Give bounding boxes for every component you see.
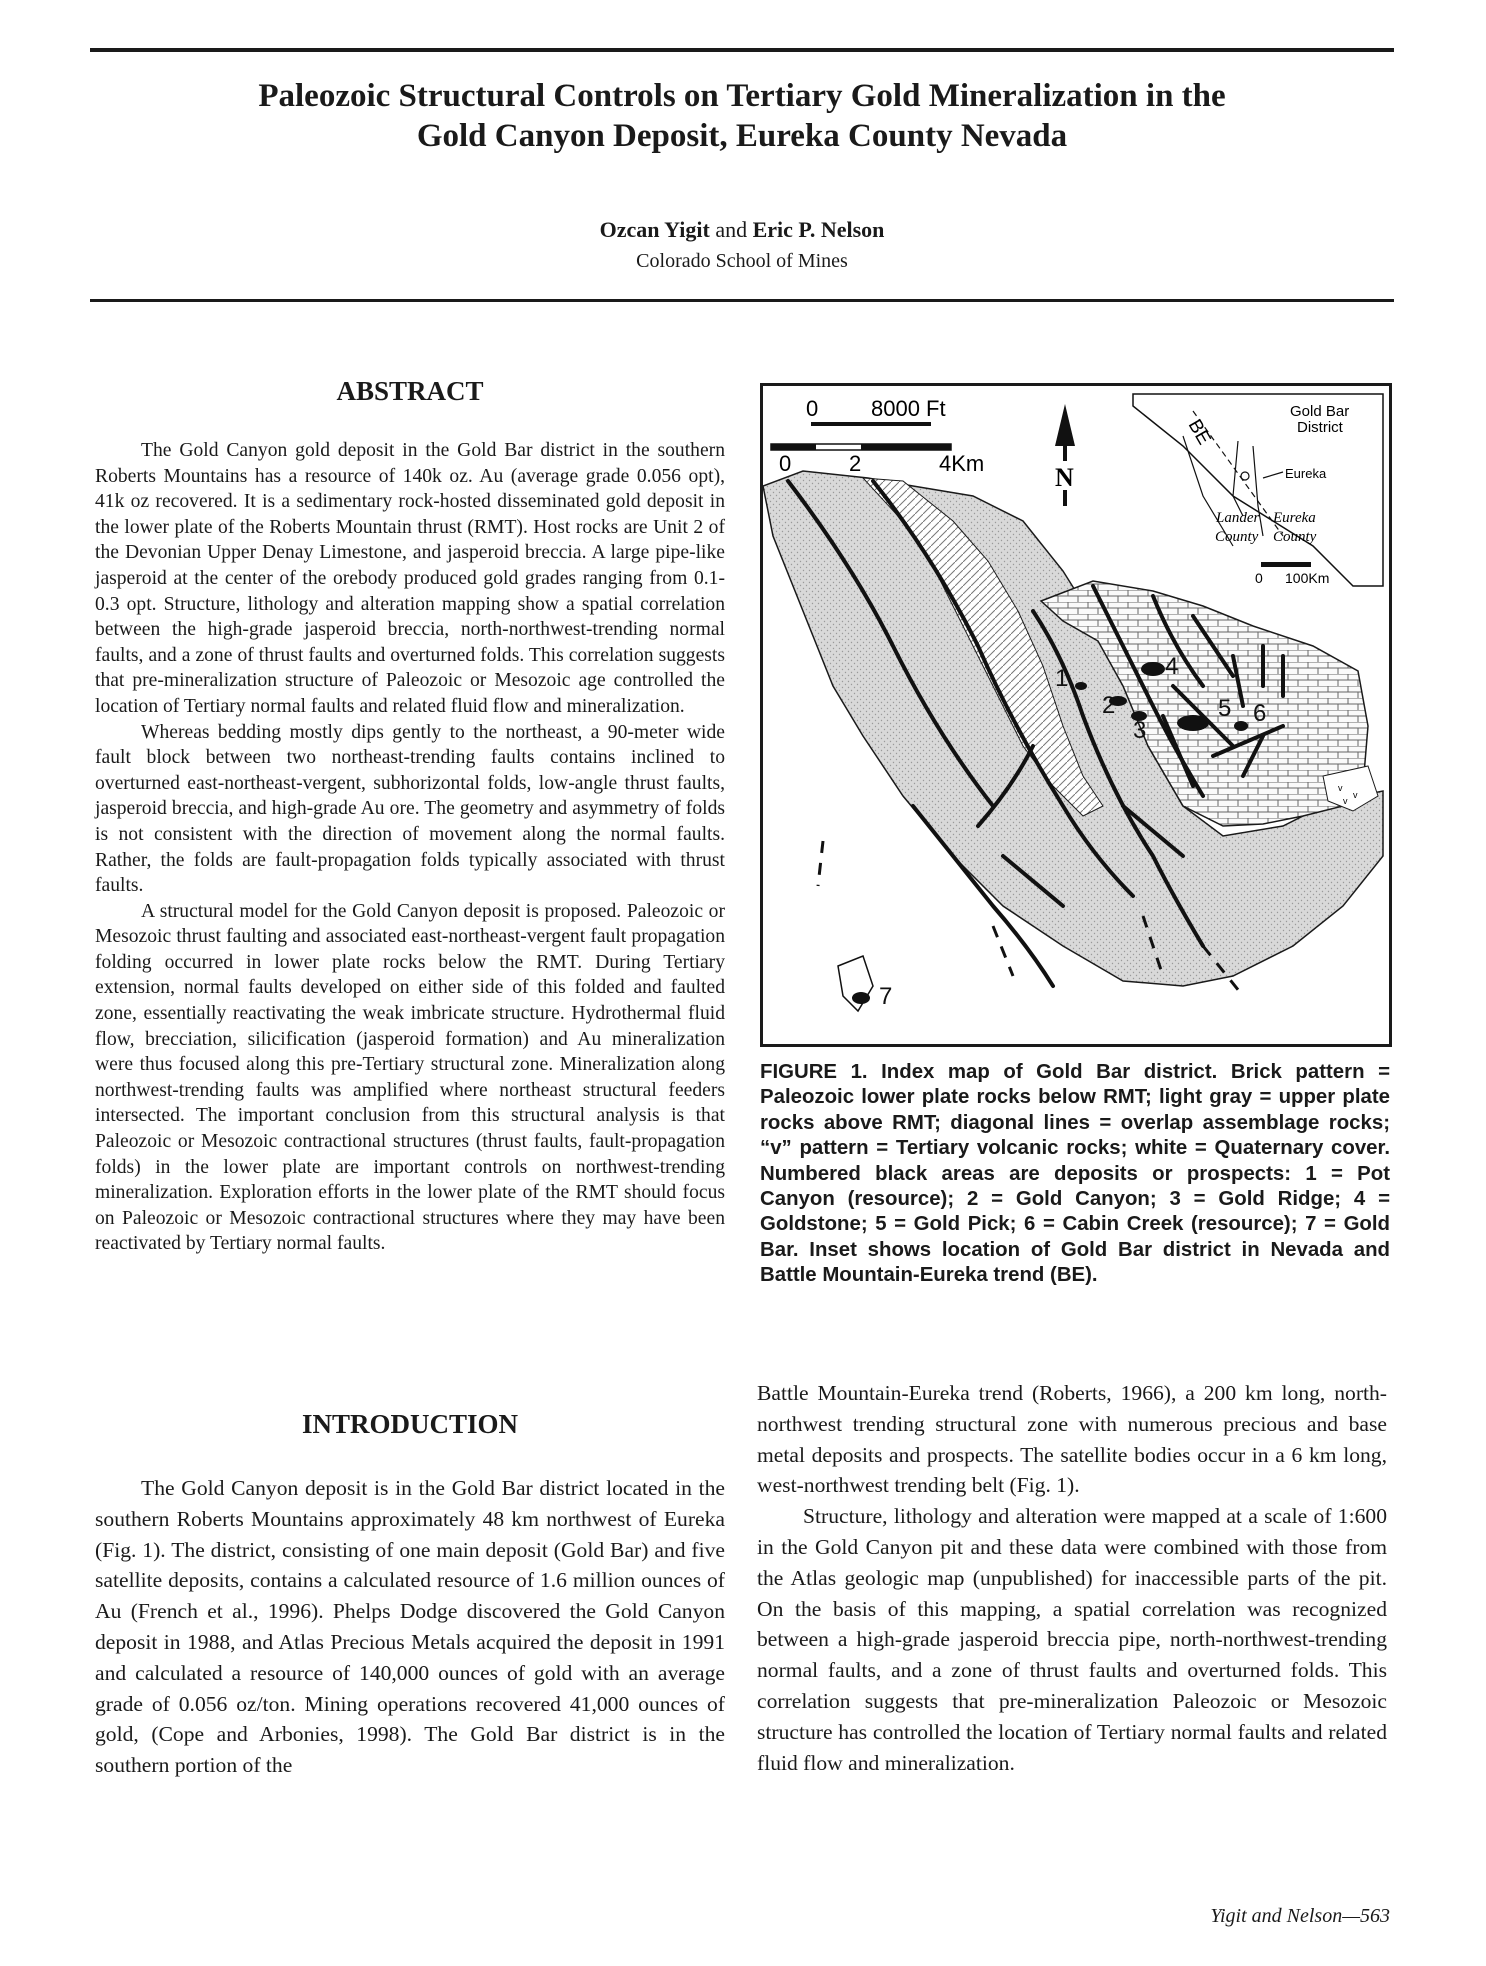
header-rule [90,299,1394,302]
deposit-label-3: 3 [1133,717,1147,744]
inset-scale-label: 100Km [1285,570,1330,586]
inset-eureka-county-label: Eureka [1273,510,1316,526]
deposit-label-2: 2 [1102,692,1116,719]
right-paragraph-2: Structure, lithology and alteration were mapped at a scale of 1:600 in the Gold Canyon pit and these data were combined with those from the Atlas geologic map (unpublished) for inaccessible parts of the pit. On the basis of this mapping, a spatial correlation was recognized between a high-grade jasperoid breccia pipe, north-northwest-trending normal faults, and a zone of thrust faults and overturned folds. This correlation suggests that pre-mineralization Paleozoic or Mesozoic structure has controlled the location of Tertiary normal faults and related fluid flow and mineralization. [757,1504,1387,1775]
svg-text:v: v [1343,796,1348,806]
scale-ft-zero: 0 [806,396,819,421]
introduction-paragraph-1: The Gold Canyon deposit is in the Gold Bar district located in the southern Roberts Mountains approximately 48 km northwest of Eureka (Fig. 1). The district, consisting of one main deposit (Gold Bar) and five satellite deposits, contains a calculated resource of 1.6 million ounces of Au (French et al., 1996). Phelps Dodge discovered the Gold Canyon deposit in 1988, and Atlas Precious Metals acquired the deposit in 1991 and calculated a resource of 140,000 ounces of gold with an average grade of 0.056 oz/ton. Mining operations recovered 41,000 ounces of gold, (Cope and Arbonies, 1998). The Gold Bar district is in the southern portion of the [95,1476,725,1778]
right-paragraph-1: Battle Mountain-Eureka trend (Roberts, 1966), a 200 km long, north-northwest trending structural zone with numerous precious and base metal deposits and prospects. The satellite bodies occur in a 6 km long, west-northwest trending belt (Fig. 1). [757,1381,1387,1498]
introduction-heading: INTRODUCTION [301,1409,519,1439]
author-separator: and [709,217,753,242]
paper-title [90,76,1394,156]
abstract-paragraph-3: A structural model for the Gold Canyon deposit is proposed. Paleozoic or Mesozoic thrust faulting and associated east-northeast-vergent fault propagation folding occurred in lower plate rocks below the RMT. During Tertiary extension, normal faults developed on either side of this folded and faulted zone, essentially reactivating the weak imbricate structure. Hydrothermal fluid flow, brecciation, silicification (jasperoid formation) and Au mineralization were thus focused along this pre-Tertiary structural zone. Mineralization along northwest-trending faults was amplified where northeast structural feeders intersected. The important conclusion from this structural analysis is that Paleozoic or Mesozoic contractional structures (thrust faults, fault-propagation folds) in the lower plate are important controls on northwest-trending mineralization. Exploration efforts in the lower plate of the RMT should focus on Paleozoic or Mesozoic contractional structures where they may have been reactivated by Tertiary normal faults. [95,900,725,1255]
scale-km-zero: 0 [779,451,792,476]
abstract-paragraph-2: Whereas bedding mostly dips gently to the northeast, a 90-meter wide fault block between two northeast-trending faults contains inclined to overturned east-northeast-vergent, subhorizontal folds, low-angle thrust faults, jasperoid breccia, and high-grade Au ore. The geometry and asymmetry of folds is not consistent with the direction of movement along the normal faults. Rather, the folds are fault-propagation folds typically associated with thrust faults. [95,721,725,897]
deposit-label-4: 4 [1165,653,1179,680]
scale-km-mid: 2 [849,451,862,476]
abstract-paragraph-1: The Gold Canyon gold deposit in the Gold Bar district in the southern Roberts Mountains has a resource of 140k oz. Au (average grade 0.056 opt), 41k oz recovered. It is a sedimentary rock-hosted disseminated gold deposit in the lower plate of the Roberts Mountain thrust (RMT). Host rocks are Unit 2 of the Devonian Upper Denay Limestone, and jasperoid breccia. A large pipe-like jasperoid at the center of the orebody produced gold grades ranging from 0.1-0.3 opt. Structure, lithology and alteration mapping show a spatial correlation between the high-grade jasperoid breccia, north-northwest-trending normal faults, and a zone of thrust faults and overturned folds. This correlation suggests that pre-mineralization structure of Paleozoic or Mesozoic age controlled the location of Tertiary normal faults and related fluid flow and mineralization. [95,440,725,717]
abstract-heading: ABSTRACT [336,376,484,406]
svg-text:v: v [1338,783,1343,793]
north-arrow-icon [1055,404,1075,506]
title-line-2: Gold Canyon Deposit, Eureka County Nevada [416,118,1068,154]
affiliation: Colorado School of Mines [636,250,848,272]
inset-title-line-1: Gold Bar [1290,403,1350,420]
abstract-body [95,438,725,1257]
inset-county-label-1: County [1215,529,1259,545]
inset-title-line-2: District [1297,419,1343,436]
inset-lander-label: Lander [1216,510,1260,526]
figure-1-map [760,383,1392,1047]
deposit-label-1: 1 [1055,665,1069,692]
top-rule [90,48,1394,52]
inset-map [1133,394,1383,586]
right-column-body [757,1378,1387,1778]
introduction-body [95,1473,725,1781]
deposit-label-7: 7 [879,983,893,1010]
inset-scale-zero: 0 [1255,570,1263,586]
title-line-1: Paleozoic Structural Controls on Tertiary Gold Mineralization in the [258,78,1226,114]
figure-1-caption: FIGURE 1. Index map of Gold Bar district. Brick pattern = Paleozoic lower plate rocks below RMT; light gray = upper plate rocks above RMT; diagonal lines = overlap assemblage rocks; “v” pattern = Tertiary volcanic rocks; white = Quaternary cover. Numbered black areas are deposits or prospects: 1 = Pot Canyon (resource); 2 = Gold Canyon; 3 = Gold Ridge; 4 = Goldstone; 5 = Gold Pick; 6 = Cabin Creek (resource); 7 = Gold Bar. Inset shows location of Gold Bar district in Nevada and Battle Mountain-Eureka trend (BE). [760,1061,1390,1287]
author-1: Ozcan Yigit [599,217,710,242]
deposit-label-5: 5 [1218,695,1232,722]
page-footer: Yigit and Nelson—563 [1210,1905,1390,1927]
scale-km-label: 4Km [939,451,985,476]
north-label: N [1055,463,1074,492]
authors [90,216,1394,244]
inset-county-label-2: County [1273,529,1317,545]
inset-eureka-label: Eureka [1285,466,1327,481]
scale-bar-feet [806,396,946,424]
index-map-graphic [763,386,1389,1044]
author-2: Eric P. Nelson [752,217,885,242]
svg-text:v: v [1353,790,1358,800]
deposit-label-6: 6 [1253,700,1267,727]
inset-be-label: BE [1183,416,1215,449]
scale-ft-label: 8000 Ft [871,396,946,421]
